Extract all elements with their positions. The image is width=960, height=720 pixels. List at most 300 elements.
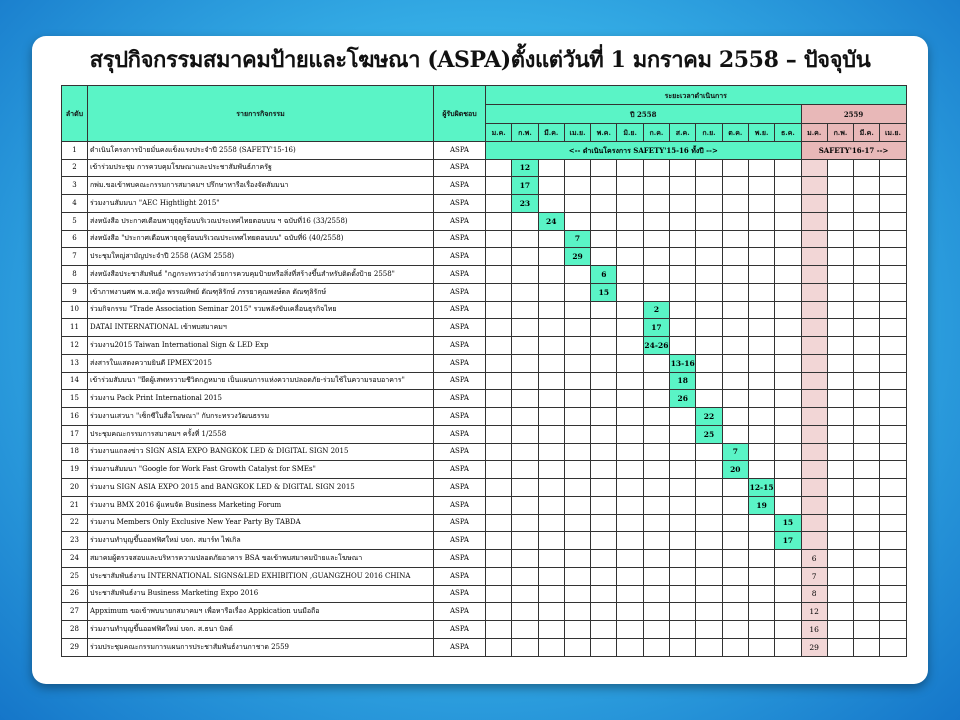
schedule-cell	[670, 461, 696, 479]
schedule-cell	[827, 443, 853, 461]
schedule-cell	[801, 390, 827, 408]
schedule-cell	[827, 567, 853, 585]
schedule-cell	[564, 638, 590, 656]
schedule-cell	[696, 354, 722, 372]
schedule-cell	[591, 177, 617, 195]
schedule-cell	[827, 337, 853, 355]
schedule-date-cell: 17	[775, 532, 801, 550]
schedule-cell	[486, 461, 512, 479]
schedule-cell	[722, 266, 748, 284]
schedule-cell	[643, 567, 669, 585]
row-number: 26	[62, 585, 88, 603]
schedule-cell	[748, 159, 774, 177]
owner-cell: ASPA	[434, 621, 486, 639]
schedule-cell	[486, 230, 512, 248]
schedule-cell	[801, 514, 827, 532]
schedule-cell	[591, 408, 617, 426]
owner-cell: ASPA	[434, 585, 486, 603]
schedule-cell	[512, 603, 538, 621]
schedule-cell	[643, 354, 669, 372]
schedule-cell	[670, 248, 696, 266]
schedule-cell	[775, 212, 801, 230]
schedule-cell	[591, 567, 617, 585]
schedule-cell	[854, 390, 880, 408]
schedule-cell	[696, 603, 722, 621]
row-number: 27	[62, 603, 88, 621]
schedule-cell	[670, 585, 696, 603]
schedule-cell	[775, 461, 801, 479]
schedule-cell	[880, 248, 906, 266]
schedule-cell	[538, 195, 564, 213]
schedule-cell	[801, 408, 827, 426]
schedule-cell	[880, 585, 906, 603]
schedule-cell	[538, 337, 564, 355]
schedule-cell	[486, 585, 512, 603]
schedule-cell	[564, 514, 590, 532]
schedule-cell	[880, 354, 906, 372]
schedule-cell	[854, 159, 880, 177]
schedule-cell	[748, 638, 774, 656]
schedule-cell	[564, 603, 590, 621]
schedule-cell	[564, 212, 590, 230]
schedule-cell	[775, 550, 801, 568]
schedule-cell	[880, 425, 906, 443]
row-number: 24	[62, 550, 88, 568]
schedule-cell	[670, 567, 696, 585]
schedule-cell	[617, 443, 643, 461]
schedule-cell	[748, 372, 774, 390]
schedule-cell	[538, 638, 564, 656]
schedule-cell	[880, 496, 906, 514]
month-header-2559: เม.ย.	[880, 124, 906, 142]
schedule-cell	[748, 266, 774, 284]
schedule-cell	[722, 159, 748, 177]
schedule-cell	[486, 177, 512, 195]
schedule-cell	[512, 567, 538, 585]
schedule-cell	[775, 479, 801, 497]
schedule-cell	[854, 585, 880, 603]
table-row	[62, 514, 907, 532]
activity-name: สมาคมผู้ตรวจสอบและบริหารความปลอดภัยอาคาร BSA ขอเข้าพบสมาคมป้ายและโฆษณา	[88, 550, 434, 568]
schedule-cell	[696, 266, 722, 284]
schedule-cell	[854, 195, 880, 213]
row-number: 20	[62, 479, 88, 497]
schedule-cell	[670, 443, 696, 461]
header-year-2559: 2559	[801, 105, 906, 124]
month-header-2558: ม.ค.	[486, 124, 512, 142]
schedule-cell	[696, 372, 722, 390]
schedule-cell	[591, 159, 617, 177]
schedule-date-cell: 13-16	[670, 354, 696, 372]
schedule-cell	[748, 248, 774, 266]
owner-cell: ASPA	[434, 141, 486, 159]
schedule-cell	[775, 248, 801, 266]
schedule-cell	[696, 585, 722, 603]
header-owner: ผู้รับผิดชอบ	[434, 86, 486, 142]
activity-name: Appximum ขอเข้าพบนายกสมาคมฯ เพื่อหารือเรื่อง Appkication บนมือถือ	[88, 603, 434, 621]
schedule-cell	[827, 638, 853, 656]
schedule-cell	[696, 567, 722, 585]
schedule-cell	[670, 638, 696, 656]
schedule-cell	[748, 603, 774, 621]
month-header-2558: ธ.ค.	[775, 124, 801, 142]
table-row	[62, 443, 907, 461]
month-header-2558: เม.ย.	[564, 124, 590, 142]
schedule-cell	[538, 177, 564, 195]
schedule-cell	[801, 461, 827, 479]
schedule-cell	[538, 567, 564, 585]
table-row	[62, 354, 907, 372]
schedule-cell	[591, 248, 617, 266]
table-row	[62, 567, 907, 585]
activity-name: ร่วมงาน BMX 2016 ผู้แทนจัด Business Marketing Forum	[88, 496, 434, 514]
header-period: ระยะเวลาดำเนินการ	[486, 86, 907, 105]
schedule-cell	[486, 354, 512, 372]
schedule-cell	[722, 479, 748, 497]
schedule-cell	[617, 266, 643, 284]
schedule-cell	[643, 443, 669, 461]
schedule-cell	[564, 461, 590, 479]
month-header-2559: ม.ค.	[801, 124, 827, 142]
table-row	[62, 177, 907, 195]
schedule-cell	[538, 230, 564, 248]
activity-name: ร่วมงาน2015 Taiwan International Sign & LED Exp	[88, 337, 434, 355]
schedule-cell	[538, 514, 564, 532]
schedule-cell	[880, 212, 906, 230]
row-number: 21	[62, 496, 88, 514]
schedule-cell	[775, 301, 801, 319]
schedule-cell	[486, 390, 512, 408]
schedule-cell	[617, 319, 643, 337]
schedule-cell	[538, 319, 564, 337]
schedule-cell	[854, 301, 880, 319]
schedule-date-cell: 23	[512, 195, 538, 213]
schedule-cell	[775, 408, 801, 426]
schedule-cell	[775, 159, 801, 177]
schedule-cell	[512, 496, 538, 514]
schedule-cell	[591, 603, 617, 621]
schedule-date-cell: 26	[670, 390, 696, 408]
schedule-cell	[854, 212, 880, 230]
schedule-cell	[854, 550, 880, 568]
schedule-cell	[564, 319, 590, 337]
schedule-cell	[591, 319, 617, 337]
schedule-date-cell: 29	[801, 638, 827, 656]
row-number: 10	[62, 301, 88, 319]
schedule-cell	[486, 266, 512, 284]
schedule-cell	[827, 177, 853, 195]
schedule-cell	[538, 248, 564, 266]
schedule-cell	[643, 408, 669, 426]
row-number: 14	[62, 372, 88, 390]
row-number: 12	[62, 337, 88, 355]
schedule-cell	[486, 301, 512, 319]
schedule-date-cell: 2	[643, 301, 669, 319]
schedule-cell	[827, 390, 853, 408]
schedule-cell	[538, 283, 564, 301]
schedule-cell	[617, 496, 643, 514]
schedule-cell	[564, 425, 590, 443]
schedule-cell	[854, 461, 880, 479]
schedule-cell	[854, 496, 880, 514]
table-row	[62, 301, 907, 319]
schedule-cell	[512, 372, 538, 390]
schedule-cell	[591, 337, 617, 355]
activity-name: เข้าร่วมประชุม การควบคุมโฆษณาและประชาสัมพันธ์ภาครัฐ	[88, 159, 434, 177]
schedule-cell	[617, 354, 643, 372]
schedule-cell	[486, 532, 512, 550]
schedule-cell	[748, 354, 774, 372]
row-number: 6	[62, 230, 88, 248]
schedule-cell	[696, 195, 722, 213]
schedule-cell	[512, 550, 538, 568]
schedule-cell	[854, 425, 880, 443]
owner-cell: ASPA	[434, 212, 486, 230]
schedule-cell	[722, 301, 748, 319]
activity-name: ร่วมงานสัมมนา "AEC Hightlight 2015"	[88, 195, 434, 213]
schedule-date-cell: 6	[801, 550, 827, 568]
schedule-cell	[722, 603, 748, 621]
schedule-cell	[775, 266, 801, 284]
schedule-cell	[643, 461, 669, 479]
schedule-cell	[696, 390, 722, 408]
schedule-cell	[538, 354, 564, 372]
schedule-cell	[486, 408, 512, 426]
table-row	[62, 319, 907, 337]
schedule-cell	[748, 621, 774, 639]
schedule-cell	[538, 550, 564, 568]
schedule-cell	[670, 532, 696, 550]
schedule-cell	[512, 479, 538, 497]
schedule-cell	[775, 621, 801, 639]
schedule-cell	[591, 461, 617, 479]
schedule-cell	[643, 159, 669, 177]
row-number: 16	[62, 408, 88, 426]
schedule-date-cell: 15	[775, 514, 801, 532]
schedule-cell	[670, 301, 696, 319]
schedule-date-cell: 17	[512, 177, 538, 195]
schedule-cell	[827, 266, 853, 284]
slide-title: สรุปกิจกรรมสมาคมป้ายและโฆษณา (ASPA)ตั้งแต่วันที่ 1 มกราคม 2558 – ปัจจุบัน	[89, 47, 871, 73]
schedule-cell	[775, 638, 801, 656]
schedule-cell	[722, 514, 748, 532]
schedule-cell	[827, 514, 853, 532]
schedule-cell	[748, 212, 774, 230]
schedule-cell	[880, 514, 906, 532]
schedule-cell	[591, 532, 617, 550]
schedule-cell	[722, 195, 748, 213]
schedule-cell	[854, 230, 880, 248]
schedule-cell	[880, 337, 906, 355]
schedule-cell	[670, 479, 696, 497]
schedule-cell	[827, 425, 853, 443]
schedule-cell	[564, 550, 590, 568]
table-row	[62, 408, 907, 426]
schedule-cell	[801, 195, 827, 213]
schedule-cell	[617, 567, 643, 585]
owner-cell: ASPA	[434, 638, 486, 656]
schedule-cell	[722, 372, 748, 390]
schedule-cell	[617, 177, 643, 195]
row-number: 11	[62, 319, 88, 337]
table-row	[62, 461, 907, 479]
schedule-cell	[696, 621, 722, 639]
schedule-cell	[617, 372, 643, 390]
row-number: 2	[62, 159, 88, 177]
schedule-cell	[617, 479, 643, 497]
schedule-cell	[748, 567, 774, 585]
schedule-cell	[591, 212, 617, 230]
schedule-cell	[643, 195, 669, 213]
schedule-cell	[775, 337, 801, 355]
activity-name: เข้าภาพงานศพ พ.อ.หญิง พรรณทิพย์ ตัณฑุลิรักษ์ ภรรยาคุณพงษ์ดล ตัณฑุลิรักษ์	[88, 283, 434, 301]
schedule-cell	[775, 177, 801, 195]
schedule-cell	[617, 337, 643, 355]
owner-cell: ASPA	[434, 443, 486, 461]
schedule-date-cell: 16	[801, 621, 827, 639]
table-row	[62, 195, 907, 213]
schedule-cell	[486, 159, 512, 177]
schedule-cell	[617, 283, 643, 301]
schedule-cell	[801, 479, 827, 497]
schedule-date-cell: 12	[512, 159, 538, 177]
schedule-cell	[564, 621, 590, 639]
schedule-cell	[854, 567, 880, 585]
schedule-cell	[696, 283, 722, 301]
schedule-date-cell: 18	[670, 372, 696, 390]
schedule-cell	[538, 425, 564, 443]
schedule-cell	[538, 621, 564, 639]
schedule-cell	[722, 230, 748, 248]
schedule-cell	[591, 585, 617, 603]
row-number: 13	[62, 354, 88, 372]
month-header-2558: พ.ย.	[748, 124, 774, 142]
schedule-cell	[591, 638, 617, 656]
activity-name: ประชาสัมพันธ์งาน INTERNATIONAL SIGNS&LED EXHIBITION ,GUANGZHOU 2016 CHINA	[88, 567, 434, 585]
schedule-cell	[617, 532, 643, 550]
schedule-cell	[643, 390, 669, 408]
month-header-2559: มี.ค.	[854, 124, 880, 142]
schedule-cell	[801, 248, 827, 266]
schedule-cell	[801, 443, 827, 461]
schedule-date-cell: 12	[801, 603, 827, 621]
month-header-2558: ก.ย.	[696, 124, 722, 142]
schedule-cell	[801, 283, 827, 301]
schedule-cell	[591, 230, 617, 248]
schedule-date-cell: 7	[801, 567, 827, 585]
schedule-date-cell: 19	[748, 496, 774, 514]
schedule-cell	[486, 425, 512, 443]
schedule-cell	[670, 283, 696, 301]
owner-cell: ASPA	[434, 372, 486, 390]
schedule-cell	[512, 514, 538, 532]
schedule-cell	[880, 372, 906, 390]
table-row	[62, 550, 907, 568]
schedule-date-cell: 24	[538, 212, 564, 230]
schedule-cell	[564, 337, 590, 355]
schedule-cell	[643, 621, 669, 639]
schedule-cell	[670, 319, 696, 337]
owner-cell: ASPA	[434, 603, 486, 621]
schedule-cell	[801, 319, 827, 337]
schedule-cell	[538, 603, 564, 621]
schedule-cell	[722, 425, 748, 443]
schedule-cell	[722, 567, 748, 585]
schedule-cell	[512, 638, 538, 656]
activity-name: ร่วมงาน Members Only Exclusive New Year Party By TABDA	[88, 514, 434, 532]
schedule-cell	[538, 496, 564, 514]
schedule-cell	[486, 638, 512, 656]
schedule-cell	[827, 585, 853, 603]
schedule-cell	[880, 159, 906, 177]
activity-name: ประชุมคณะกรรมการสมาคมฯ ครั้งที่ 1/2558	[88, 425, 434, 443]
schedule-cell	[670, 212, 696, 230]
activity-name: ส่งหนังสือ "ประกาศเตือนพายุฤดูร้อนบริเวณประเทศไทยตอนบน" ฉบับที่6 (40/2558)	[88, 230, 434, 248]
schedule-cell	[670, 266, 696, 284]
schedule-cell	[512, 301, 538, 319]
schedule-cell	[801, 266, 827, 284]
row-number: 23	[62, 532, 88, 550]
schedule-date-cell: 17	[643, 319, 669, 337]
schedule-cell	[854, 408, 880, 426]
schedule-cell	[512, 532, 538, 550]
schedule-cell	[696, 479, 722, 497]
schedule-cell	[486, 248, 512, 266]
schedule-cell	[670, 230, 696, 248]
owner-cell: ASPA	[434, 390, 486, 408]
schedule-cell	[617, 248, 643, 266]
schedule-cell	[722, 532, 748, 550]
schedule-cell	[696, 212, 722, 230]
schedule-cell	[591, 372, 617, 390]
schedule-cell	[564, 585, 590, 603]
schedule-cell	[722, 337, 748, 355]
schedule-cell	[880, 550, 906, 568]
schedule-cell	[880, 621, 906, 639]
schedule-cell	[854, 337, 880, 355]
row-number: 5	[62, 212, 88, 230]
schedule-cell	[643, 425, 669, 443]
schedule-cell	[486, 550, 512, 568]
activity-name: ร่วมงาน SIGN ASIA EXPO 2015 and BANGKOK LED & DIGITAL SIGN 2015	[88, 479, 434, 497]
month-header-2558: พ.ค.	[591, 124, 617, 142]
schedule-cell	[538, 532, 564, 550]
schedule-cell	[670, 159, 696, 177]
month-header-2558: ส.ค.	[670, 124, 696, 142]
schedule-date-cell: 6	[591, 266, 617, 284]
schedule-cell	[486, 283, 512, 301]
schedule-cell	[748, 425, 774, 443]
schedule-cell	[643, 550, 669, 568]
schedule-cell	[854, 266, 880, 284]
schedule-cell	[775, 603, 801, 621]
schedule-cell	[512, 425, 538, 443]
owner-cell: ASPA	[434, 496, 486, 514]
schedule-cell	[512, 266, 538, 284]
schedule-cell	[775, 585, 801, 603]
schedule-cell	[854, 319, 880, 337]
schedule-cell	[486, 337, 512, 355]
schedule-cell	[486, 567, 512, 585]
schedule-cell	[854, 638, 880, 656]
schedule-cell	[564, 301, 590, 319]
table-row	[62, 638, 907, 656]
schedule-cell	[512, 248, 538, 266]
schedule-cell	[643, 212, 669, 230]
row-number: 1	[62, 141, 88, 159]
schedule-cell	[775, 425, 801, 443]
schedule-cell	[880, 390, 906, 408]
